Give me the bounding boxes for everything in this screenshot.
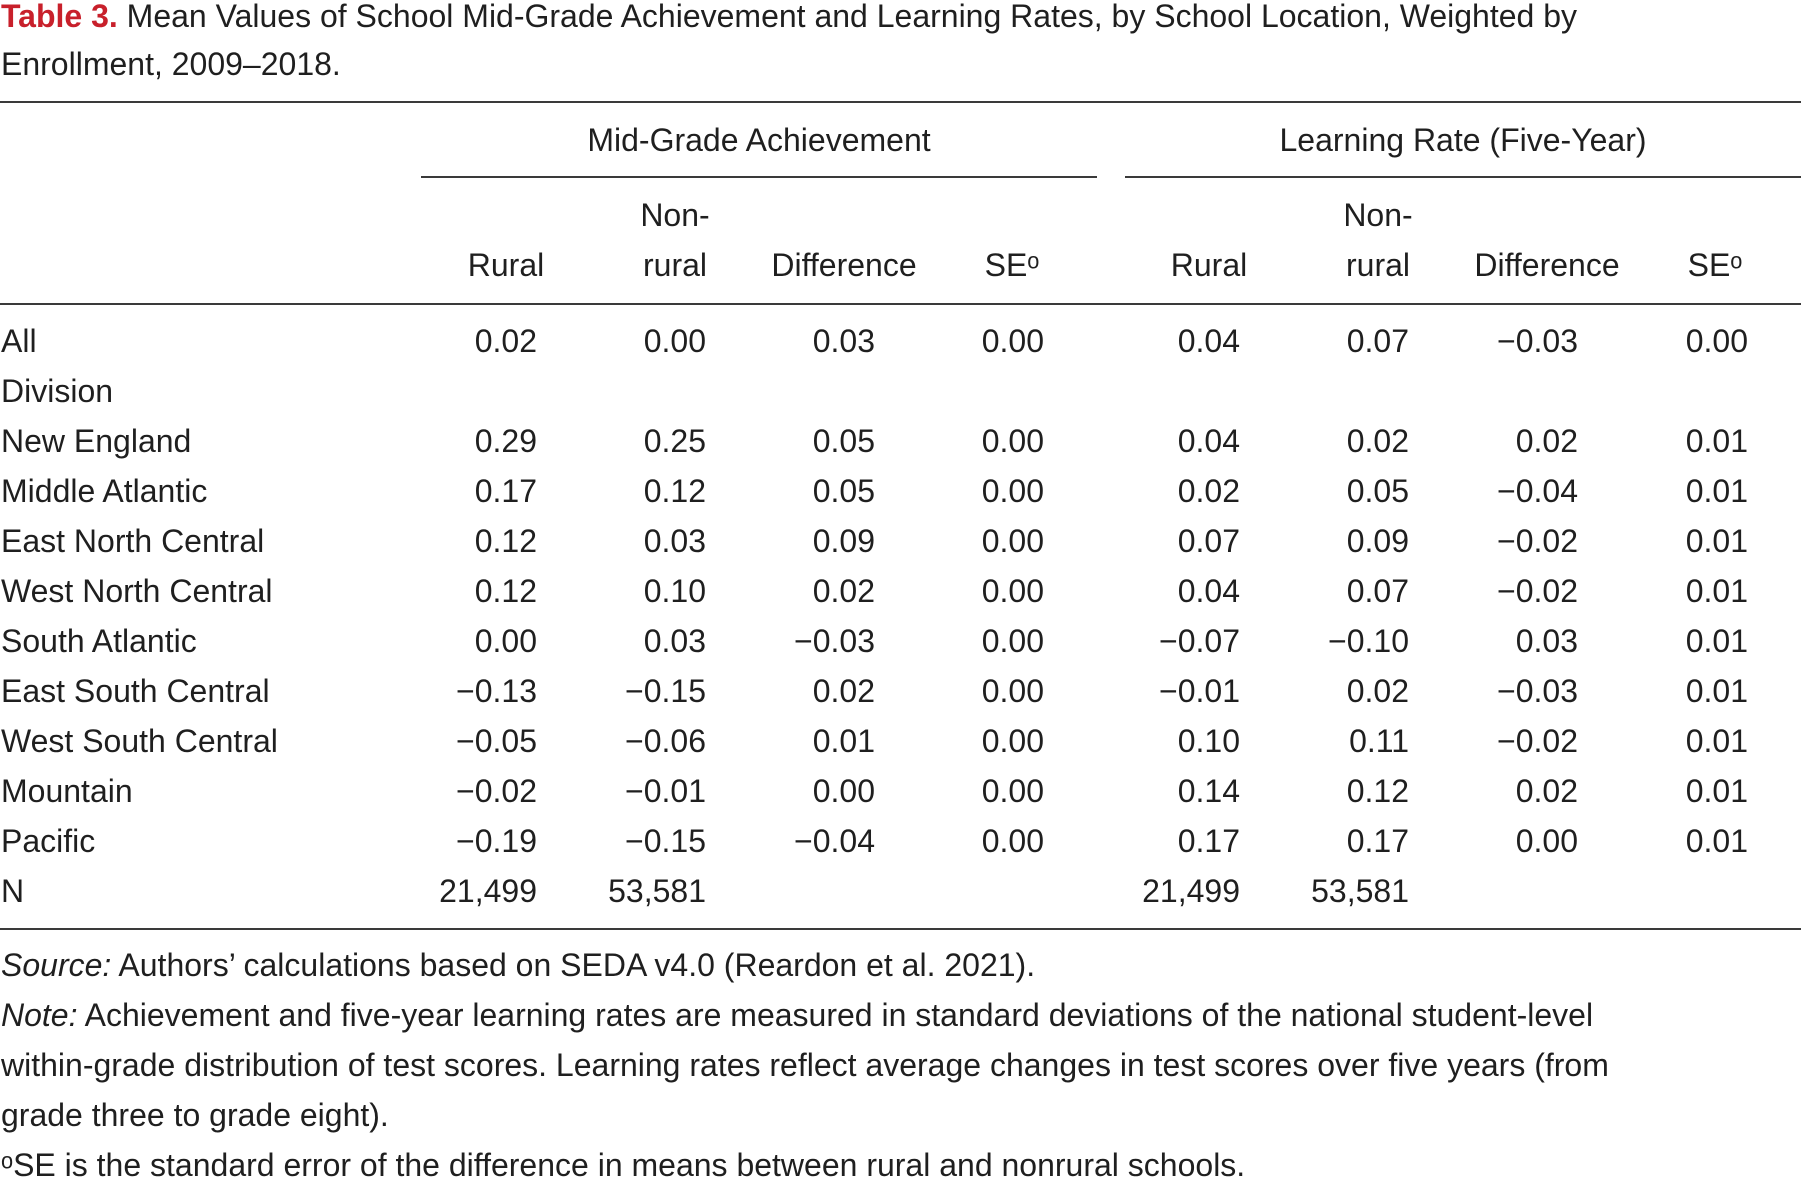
table-cell: 0.03	[812, 323, 875, 359]
table-cell: 0.02	[1346, 423, 1409, 459]
table-cell: 0.01	[1685, 473, 1748, 509]
table-cell: 0.25	[643, 423, 706, 459]
source-label: Source:	[1, 947, 112, 983]
table-cell: 0.01	[812, 723, 875, 759]
table-cell: 0.04	[1177, 573, 1240, 609]
table-cell: 0.17	[1177, 823, 1240, 859]
table-cell: 0.05	[812, 473, 875, 509]
row-label: Middle Atlantic	[1, 473, 208, 509]
table-cell: −0.01	[625, 773, 706, 809]
table-cell: 0.00	[981, 773, 1044, 809]
source-text: Authors’ calculations based on SEDA v4.0 (Reardon et al. 2021).	[111, 947, 1036, 983]
table-cell: 0.00	[981, 523, 1044, 559]
footnote-se: ᵒSE is the standard error of the difference in means between rural and nonrural schools.	[1, 1147, 1246, 1183]
row-label: West South Central	[1, 723, 278, 759]
table-cell: −0.01	[1159, 673, 1240, 709]
table-cell: 0.00	[1685, 323, 1748, 359]
table-cell: −0.15	[625, 673, 706, 709]
table-cell: 0.14	[1177, 773, 1240, 809]
table-cell: −0.03	[794, 623, 875, 659]
col-header-rural: Rural	[1170, 247, 1248, 283]
col-header-difference: Difference	[771, 247, 917, 283]
table-cell: −0.02	[1497, 723, 1578, 759]
note-line2: within-grade distribution of test scores. Learning rates reflect average changes in test scores over five years (from	[1, 1047, 1609, 1083]
table-cell: 0.00	[812, 773, 875, 809]
spanner-rule-achievement	[421, 176, 1097, 178]
table-cell: −0.04	[1497, 473, 1578, 509]
table-cell: 0.00	[474, 623, 537, 659]
note-label: Note:	[1, 997, 78, 1033]
table-cell: 0.00	[643, 323, 706, 359]
group-header-learning-rate: Learning Rate (Five-Year)	[1279, 122, 1647, 158]
table-cell: 0.02	[474, 323, 537, 359]
row-label: East South Central	[1, 673, 270, 709]
table-number: Table 3.	[1, 0, 118, 34]
col-header-rural: Rural	[467, 247, 545, 283]
col-header-difference: Difference	[1474, 247, 1620, 283]
row-label: South Atlantic	[1, 623, 197, 659]
table-cell: 0.00	[1515, 823, 1578, 859]
table-cell: 0.05	[1346, 473, 1409, 509]
table-cell: 0.12	[474, 573, 537, 609]
table-cell: 0.07	[1346, 573, 1409, 609]
table-cell: 0.03	[1515, 623, 1578, 659]
table-cell: −0.19	[456, 823, 537, 859]
table-cell: 0.00	[981, 823, 1044, 859]
col-header-nonrural-line2: rural	[1345, 247, 1410, 283]
table-cell: 0.17	[1346, 823, 1409, 859]
table-cell: −0.03	[1497, 323, 1578, 359]
row-label: Division	[1, 373, 114, 409]
col-header-nonrural-line1: Non-	[640, 197, 710, 233]
table-cell: 0.29	[474, 423, 537, 459]
table-cell: 0.07	[1177, 523, 1240, 559]
table-cell: 0.02	[1346, 673, 1409, 709]
table-cell: −0.13	[456, 673, 537, 709]
table-cell: 0.00	[981, 573, 1044, 609]
table-cell: 0.00	[981, 673, 1044, 709]
table-cell: −0.03	[1497, 673, 1578, 709]
col-header-se: SEᵒ	[984, 247, 1040, 283]
table-cell: 0.10	[1177, 723, 1240, 759]
table-cell: 0.03	[643, 623, 706, 659]
table-cell: −0.05	[456, 723, 537, 759]
table-cell: 0.04	[1177, 323, 1240, 359]
table-cell: 0.00	[981, 623, 1044, 659]
table-cell: −0.02	[1497, 573, 1578, 609]
table-cell: 0.12	[643, 473, 706, 509]
table-cell: 0.00	[981, 423, 1044, 459]
table-cell: 0.05	[812, 423, 875, 459]
table-cell: −0.10	[1328, 623, 1409, 659]
table-cell: 0.01	[1685, 573, 1748, 609]
row-label: West North Central	[1, 573, 273, 609]
bottom-rule	[0, 928, 1801, 930]
table-cell: −0.02	[1497, 523, 1578, 559]
header-rule	[0, 303, 1801, 305]
table-cell: 0.01	[1685, 823, 1748, 859]
table-caption	[1, 0, 1577, 35]
row-label: All	[1, 323, 37, 359]
table-cell: −0.15	[625, 823, 706, 859]
note-text: Achievement and five-year learning rates are measured in standard deviations of the national student-level	[77, 997, 1594, 1033]
table-cell: 0.09	[812, 523, 875, 559]
table-cell: 0.00	[981, 323, 1044, 359]
table-cell: 0.12	[474, 523, 537, 559]
table-cell: −0.06	[625, 723, 706, 759]
table-cell: 0.04	[1177, 423, 1240, 459]
table-title: Mean Values of School Mid-Grade Achievement and Learning Rates, by School Location, Weighted by	[126, 0, 1578, 34]
table-cell: 0.17	[474, 473, 537, 509]
table-cell: 0.01	[1685, 773, 1748, 809]
row-label: East North Central	[1, 523, 265, 559]
table-cell: 0.02	[1177, 473, 1240, 509]
table-cell: 21,499	[1142, 873, 1240, 909]
source-note	[1, 946, 1035, 984]
table-cell: 0.01	[1685, 673, 1748, 709]
table-cell: 0.02	[812, 573, 875, 609]
row-label: New England	[1, 423, 192, 459]
table-cell: 0.11	[1349, 723, 1409, 759]
table-cell: 0.01	[1685, 423, 1748, 459]
table-cell: 53,581	[608, 873, 706, 909]
col-header-nonrural-line1: Non-	[1343, 197, 1413, 233]
top-rule	[0, 101, 1801, 103]
table-cell: 0.01	[1685, 623, 1748, 659]
table-cell: 0.01	[1685, 523, 1748, 559]
note-line3: grade three to grade eight).	[1, 1097, 389, 1133]
table-cell: 0.09	[1346, 523, 1409, 559]
table-cell: −0.02	[456, 773, 537, 809]
table-cell: 0.02	[1515, 773, 1578, 809]
table-cell: −0.07	[1159, 623, 1240, 659]
table-cell: 0.12	[1346, 773, 1409, 809]
table-cell: 0.00	[981, 473, 1044, 509]
note-line1	[1, 996, 1593, 1034]
row-label: Mountain	[1, 773, 133, 809]
table-cell: 0.00	[981, 723, 1044, 759]
table-cell: 0.02	[812, 673, 875, 709]
table-cell: 21,499	[439, 873, 537, 909]
spanner-rule-learning-rate	[1125, 176, 1801, 178]
row-label: N	[1, 873, 25, 909]
table-cell: 0.07	[1346, 323, 1409, 359]
table-cell: 0.01	[1685, 723, 1748, 759]
table-cell: −0.04	[794, 823, 875, 859]
col-header-se: SEᵒ	[1687, 247, 1743, 283]
group-header-achievement: Mid-Grade Achievement	[587, 122, 931, 158]
table-cell: 0.02	[1515, 423, 1578, 459]
table-cell: 0.03	[643, 523, 706, 559]
table-title-line2: Enrollment, 2009–2018.	[1, 46, 341, 82]
table-cell: 53,581	[1311, 873, 1409, 909]
table-cell: 0.10	[643, 573, 706, 609]
col-header-nonrural-line2: rural	[642, 247, 707, 283]
row-label: Pacific	[1, 823, 96, 859]
